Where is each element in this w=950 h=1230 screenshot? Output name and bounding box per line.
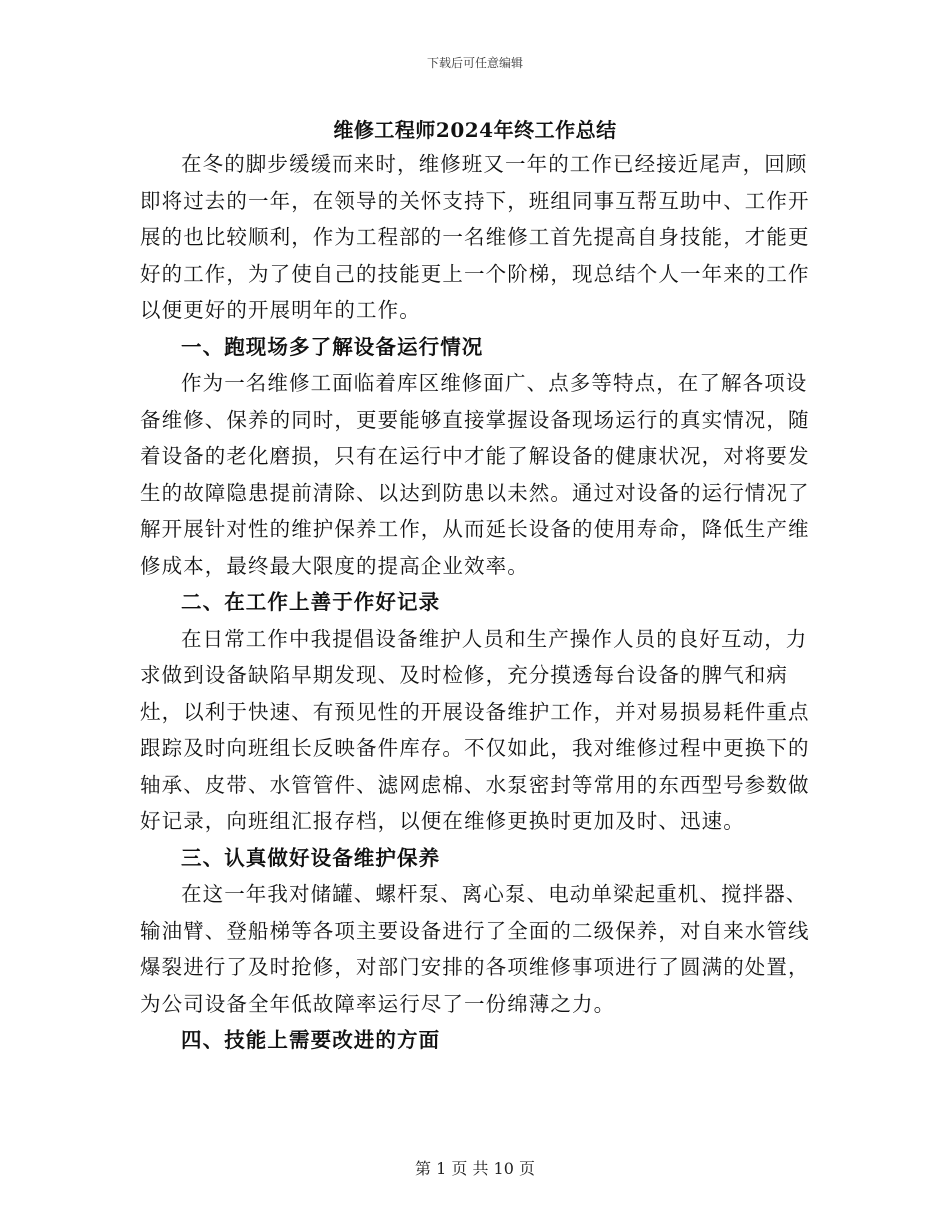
section-heading-1: 一、跑现场多了解设备运行情况 <box>181 334 484 359</box>
document-body <box>140 146 816 1059</box>
document-title: 维修工程师2024年终工作总结 <box>333 118 617 142</box>
section-paragraph-2: 在日常工作中我提倡设备维护人员和生产操作人员的良好互动，力求做到设备缺陷早期发现、及时检修，充分摸透每台设备的脾气和病灶，以利于快速、有预见性的开展设备维护工作，并对易损易耗件重点跟踪及时向班组长反映备件库存。不仅如此，我对维修过程中更换下的轴承、皮带、水管管件、滤网虑棉、水泵密封等常用的东西型号参数做好记录，向班组汇报存档，以便在维修更换时更加及时、迅速。 <box>140 626 810 833</box>
page-footer: 第 1 页 共 10 页 <box>415 1159 535 1178</box>
section-paragraph-1: 作为一名维修工面临着库区维修面广、点多等特点，在了解各项设备维修、保养的同时，更要能够直接掌握设备现场运行的真实情况，随着设备的老化磨损，只有在运行中才能了解设备的健康状况，对将要发生的故障隐患提前清除、以达到防患以未然。通过对设备的运行情况了解开展针对性的维护保养工作，从而延长设备的使用寿命，降低生产维修成本，最终最大限度的提高企业效率。 <box>140 371 810 578</box>
section-paragraph-3: 在这一年我对储罐、螺杆泵、离心泵、电动单梁起重机、搅拌器、输油臂、登船梯等各项主要设备进行了全面的二级保养，对自来水管线爆裂进行了及时抢修，对部门安排的各项维修事项进行了圆满的处置，为公司设备全年低故障率运行尽了一份绵薄之力。 <box>140 882 810 1016</box>
header-note: 下载后可任意编辑 <box>426 56 523 70</box>
intro-paragraph: 在冬的脚步缓缓而来时，维修班又一年的工作已经接近尾声，回顾即将过去的一年，在领导的关怀支持下，班组同事互帮互助中、工作开展的也比较顺利，作为工程部的一名维修工首先提高自身技能，才能更好的工作，为了使自己的技能更上一个阶梯，现总结个人一年来的工作以便更好的开展明年的工作。 <box>140 152 810 322</box>
section-heading-2: 二、在工作上善于作好记录 <box>181 590 441 614</box>
section-heading-3: 三、认真做好设备维护保养 <box>181 845 441 870</box>
section-heading-4: 四、技能上需要改进的方面 <box>181 1028 441 1052</box>
